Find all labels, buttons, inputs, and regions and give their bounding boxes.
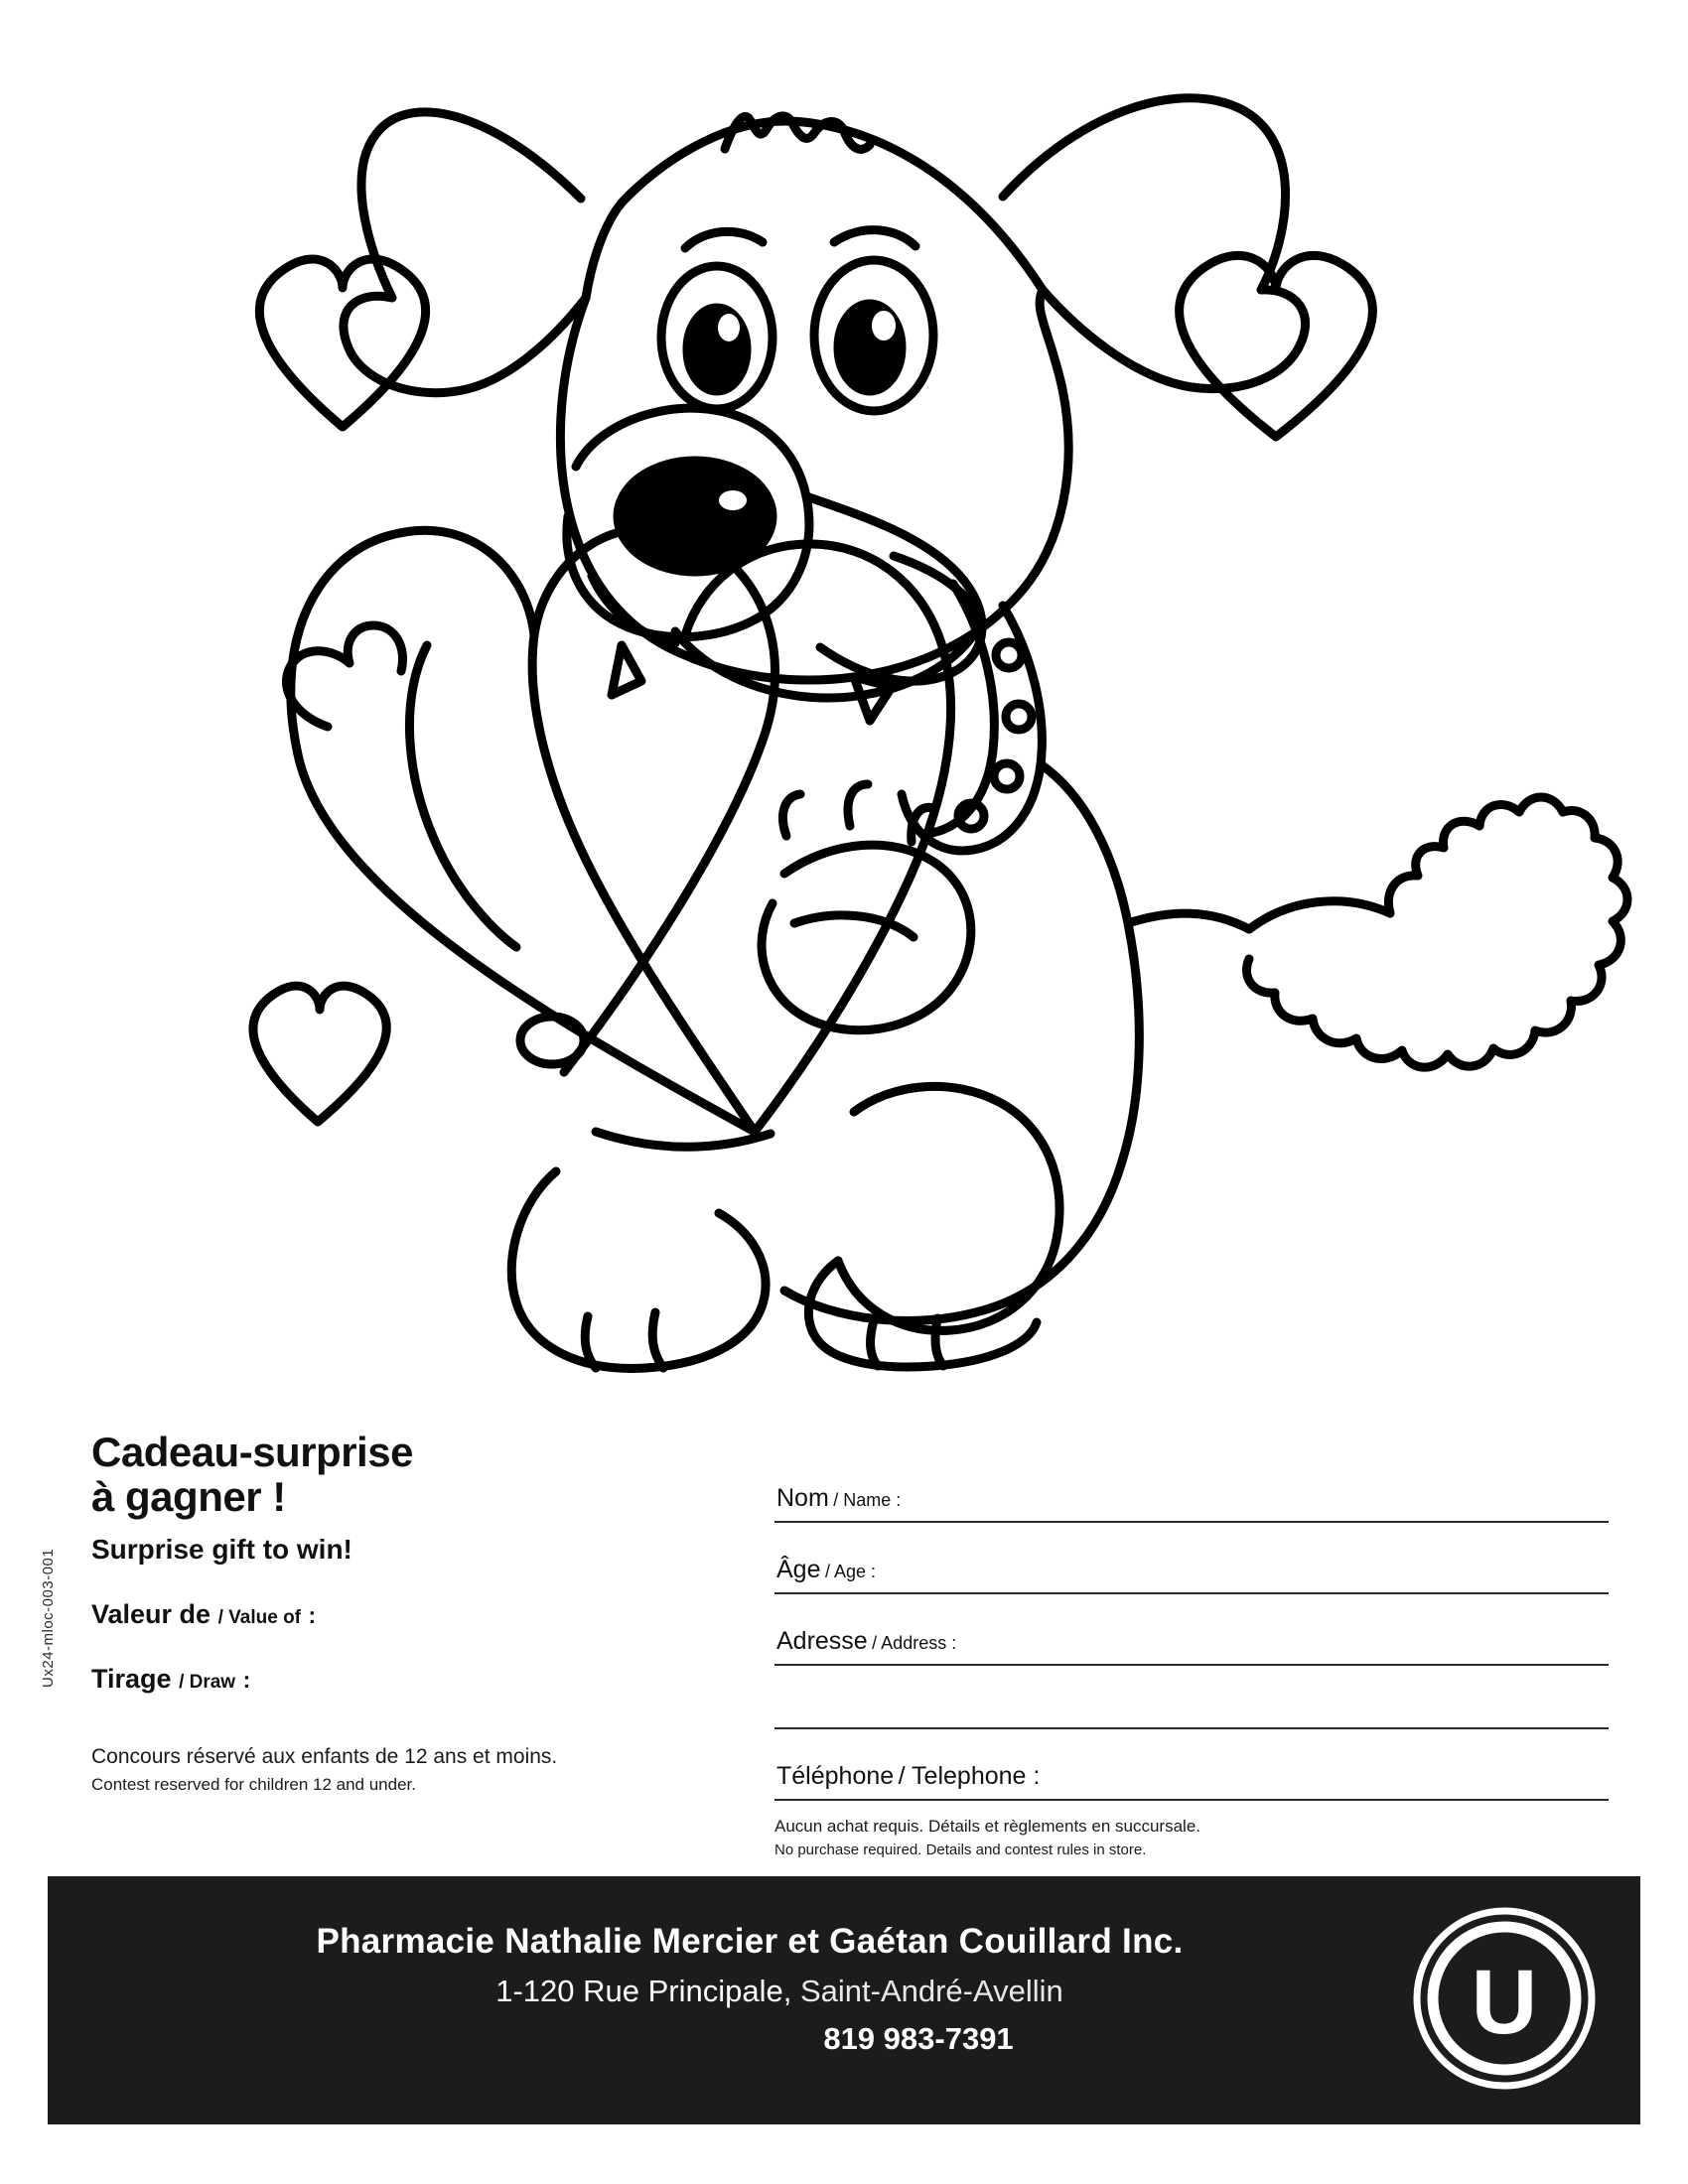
field-age-label: Âge / Age : bbox=[776, 1556, 876, 1583]
field-name-label: Nom / Name : bbox=[776, 1484, 902, 1512]
dog-haunch bbox=[838, 1086, 1059, 1330]
footer-text-block bbox=[48, 1922, 1412, 2057]
value-colon: : bbox=[308, 1601, 317, 1628]
disclaimer-fr: Aucun achat requis. Détails et règlements en succursale. bbox=[774, 1817, 1201, 1836]
age-input[interactable] bbox=[774, 1555, 1609, 1588]
big-heart bbox=[291, 529, 775, 1132]
dog-paw-back-toe2 bbox=[935, 1318, 943, 1366]
promo-subtitle: Surprise gift to win! bbox=[91, 1533, 352, 1565]
document-code: Ux24-mloc-003-001 bbox=[40, 1548, 57, 1688]
contest-rules-fr: Concours réservé aux enfants de 12 ans et moins. bbox=[91, 1745, 558, 1768]
dog-tooth-right bbox=[854, 677, 892, 721]
phone-input[interactable] bbox=[774, 1761, 1609, 1795]
business-name: Pharmacie Nathalie Mercier et Gaétan Couillard Inc. bbox=[316, 1922, 1184, 1961]
business-phone: 819 983-7391 bbox=[823, 2021, 1014, 2056]
promo-block bbox=[91, 1430, 707, 1695]
value-row bbox=[91, 1599, 707, 1630]
collar-stud-2 bbox=[1006, 704, 1032, 730]
heart-small-right-icon bbox=[1180, 255, 1373, 437]
contest-rules bbox=[91, 1745, 687, 1795]
entry-form bbox=[774, 1451, 1609, 1858]
dog-arm-left bbox=[286, 625, 402, 727]
dog-head bbox=[560, 121, 1068, 680]
dog-tooth-left bbox=[612, 645, 641, 695]
field-address[interactable] bbox=[774, 1594, 1609, 1666]
field-phone[interactable] bbox=[774, 1729, 1609, 1801]
address-input[interactable] bbox=[774, 1626, 1609, 1660]
dog-paw-fold bbox=[794, 915, 914, 937]
uniprix-logo-icon bbox=[1412, 1906, 1597, 2091]
value-label-en: / Value of bbox=[217, 1606, 302, 1628]
field-age[interactable] bbox=[774, 1523, 1609, 1594]
business-address bbox=[48, 1974, 1412, 2009]
dog-ear-left bbox=[344, 112, 586, 393]
field-phone-label: Téléphone / Telephone : bbox=[776, 1762, 1041, 1790]
promo-title-line1: Cadeau-surprise bbox=[91, 1429, 413, 1475]
dog-eye-shine-right bbox=[872, 311, 896, 341]
draw-label-en: / Draw bbox=[179, 1671, 236, 1693]
dog-paw-on-heart bbox=[762, 845, 971, 1030]
lower-content bbox=[0, 1410, 1688, 1876]
disclaimer-en: No purchase required. Details and contest rules in store. bbox=[774, 1842, 1147, 1858]
address-street: 1-120 Rue Principale, bbox=[495, 1974, 792, 2008]
collar-stud-3 bbox=[994, 763, 1020, 789]
draw-label-fr: Tirage bbox=[91, 1663, 172, 1694]
form-disclaimer bbox=[774, 1817, 1609, 1858]
value-label-fr: Valeur de bbox=[91, 1598, 211, 1629]
dog-eyebrow-right bbox=[834, 230, 915, 246]
dog-paw-front-toe1 bbox=[585, 1316, 596, 1368]
dog-claw-1 bbox=[782, 794, 800, 836]
footer-banner bbox=[48, 1876, 1640, 2124]
name-input[interactable] bbox=[774, 1483, 1609, 1517]
big-heart-dot bbox=[520, 1017, 584, 1064]
draw-colon: : bbox=[242, 1666, 251, 1693]
dog-tail bbox=[1247, 797, 1627, 1067]
dog-nose-shine bbox=[719, 490, 747, 510]
dog-eyebrow-left bbox=[685, 231, 763, 248]
field-address-line2[interactable] bbox=[774, 1666, 1609, 1729]
promo-title-line2: à gagner ! bbox=[91, 1473, 286, 1521]
address-city: Saint-André-Avellin bbox=[799, 1974, 1063, 2008]
heart-small-bottom-icon bbox=[253, 986, 386, 1122]
heart-bottom-tuck bbox=[596, 1132, 771, 1147]
dog-back bbox=[1128, 913, 1249, 929]
field-name[interactable] bbox=[774, 1451, 1609, 1523]
dog-paw-front-toe2 bbox=[652, 1312, 663, 1368]
address-line2-input[interactable] bbox=[774, 1690, 1609, 1723]
dog-leg-front bbox=[511, 1171, 766, 1368]
dog-paw-back-toe1 bbox=[871, 1320, 878, 1366]
dog-eye-shine-left bbox=[718, 314, 740, 341]
contest-rules-en: Contest reserved for children 12 and under. bbox=[91, 1775, 416, 1794]
dog-claw-2 bbox=[848, 784, 868, 826]
draw-row bbox=[91, 1664, 707, 1695]
logo-letter: U bbox=[1471, 1952, 1538, 2053]
collar-stud-1 bbox=[996, 642, 1022, 668]
big-heart-shine bbox=[409, 645, 516, 947]
field-address-label: Adresse / Address : bbox=[776, 1627, 957, 1655]
collar-stud-4 bbox=[958, 803, 984, 829]
